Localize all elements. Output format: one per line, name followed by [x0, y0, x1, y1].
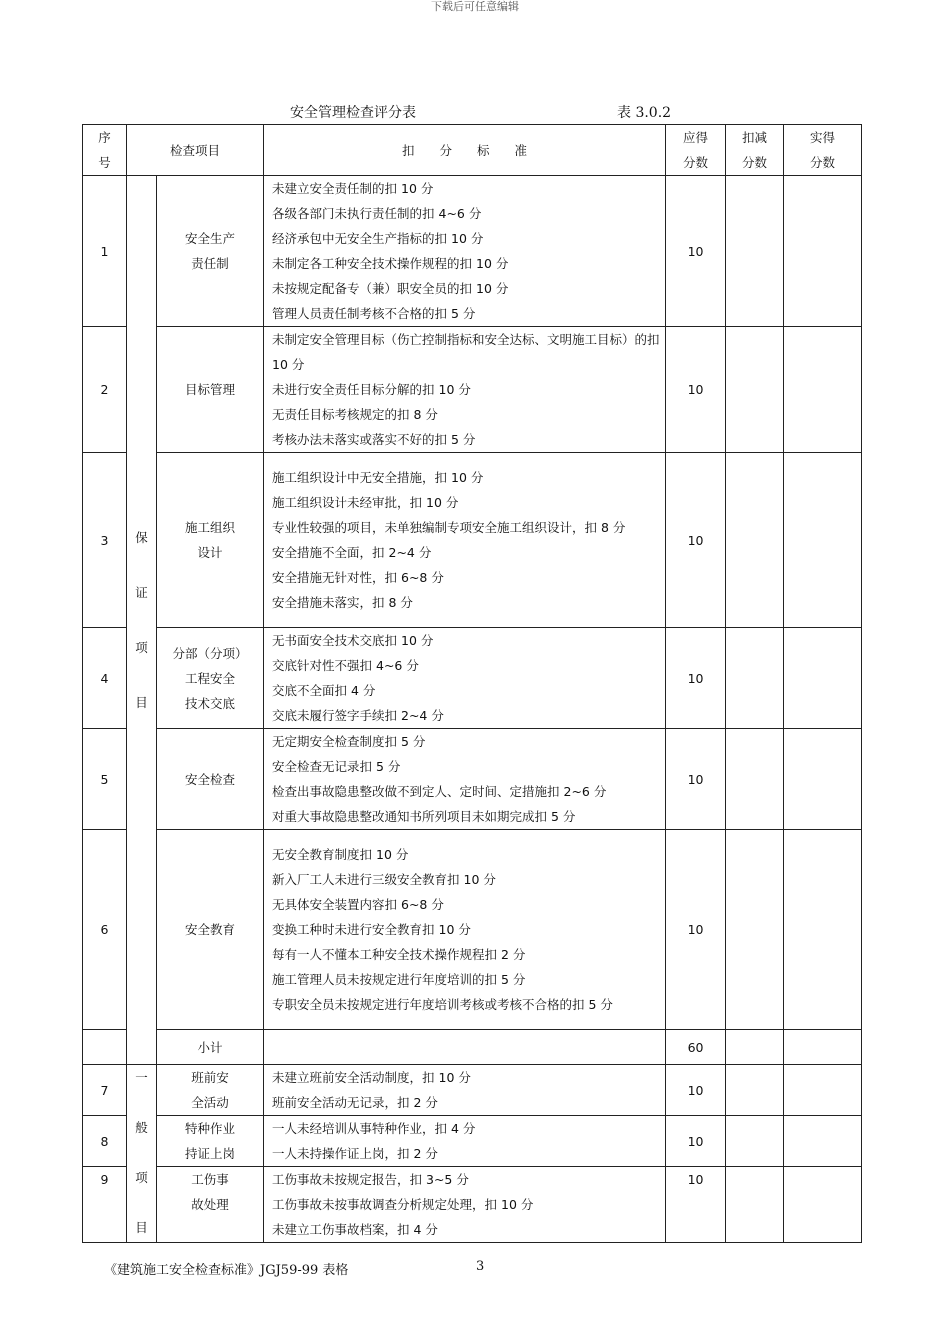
criterion: 交底针对性不强扣 4~6 分: [272, 658, 419, 673]
due-score: 10: [666, 628, 726, 729]
header-seq-line2: 号: [98, 155, 111, 170]
criterion: 无责任目标考核规定的扣 8 分: [272, 407, 438, 422]
criterion: 交底未履行签字手续扣 2~4 分: [272, 708, 444, 723]
criterion: 安全检查无记录扣 5 分: [272, 759, 401, 774]
header-due-line2: 分数: [683, 155, 709, 170]
actual-score-cell[interactable]: [784, 729, 862, 830]
deduction-criteria: [264, 1116, 666, 1167]
category-general: [127, 1065, 157, 1243]
table-row: [83, 1116, 862, 1167]
item-name-line: 技术交底: [185, 695, 236, 711]
criterion: 未建立工伤事故档案，扣 4 分: [272, 1222, 438, 1237]
criterion: 工伤事故未按规定报告，扣 3~5 分: [272, 1172, 469, 1187]
criterion: 一人未经培训从事特种作业，扣 4 分: [272, 1121, 476, 1136]
criterion: 施工组织设计未经审批，扣 10 分: [272, 495, 459, 510]
item-name-line: 工程安全: [185, 670, 236, 686]
deduction-criteria: [264, 830, 666, 1030]
item-name: 目标管理: [157, 327, 264, 453]
header-item: 检查项目: [127, 125, 264, 176]
category-char: 项: [135, 1170, 148, 1185]
header-due-line1: 应得: [683, 130, 709, 145]
item-name-line: 分部（分项）: [172, 645, 248, 661]
table-row: [83, 176, 862, 327]
subtotal-actual-cell[interactable]: [784, 1030, 862, 1065]
table-row: [83, 1167, 862, 1243]
deduction-criteria: [264, 729, 666, 830]
actual-score-cell[interactable]: [784, 1116, 862, 1167]
header-deduct-line2: 分数: [742, 155, 768, 170]
criterion: 一人未持操作证上岗，扣 2 分: [272, 1146, 438, 1161]
header-actual-line2: 分数: [810, 155, 836, 170]
category-char: 证: [135, 585, 148, 600]
row-number: 9: [83, 1167, 127, 1243]
header-actual-line1: 实得: [810, 130, 836, 145]
page-footer: [104, 1259, 504, 1278]
criterion: 未按规定配备专（兼）职安全员的扣 10 分: [272, 281, 509, 296]
deduct-score-cell[interactable]: [726, 1167, 784, 1243]
table-row: [83, 453, 862, 628]
deduction-criteria: [264, 1065, 666, 1116]
deduct-score-cell[interactable]: [726, 327, 784, 453]
category-char: 保: [135, 530, 148, 545]
category-char: 项: [135, 640, 148, 655]
row-number: 3: [83, 453, 127, 628]
row-number: 4: [83, 628, 127, 729]
item-name: [157, 1065, 264, 1116]
actual-score-cell[interactable]: [784, 176, 862, 327]
criterion: 未建立安全责任制的扣 10 分: [272, 181, 434, 196]
item-name: [157, 176, 264, 327]
header-deduct-line1: 扣减: [742, 130, 768, 145]
subtotal-score: 60: [666, 1030, 726, 1065]
criterion: 无安全教育制度扣 10 分: [272, 847, 409, 862]
table-number: 表 3.0.2: [617, 105, 672, 121]
deduct-score-cell[interactable]: [726, 176, 784, 327]
criterion: 安全措施未落实，扣 8 分: [272, 595, 413, 610]
deduct-score-cell[interactable]: [726, 729, 784, 830]
header-row: [83, 125, 862, 176]
criterion: 未制定各工种安全技术操作规程的扣 10 分: [272, 256, 509, 271]
row-number: 1: [83, 176, 127, 327]
item-name-line: 安全生产: [185, 231, 236, 246]
subtotal-row: [83, 1030, 862, 1065]
actual-score-cell[interactable]: [784, 628, 862, 729]
item-name-line: 全活动: [191, 1095, 229, 1110]
row-number: 8: [83, 1116, 127, 1167]
subtotal-number-cell: [83, 1030, 127, 1065]
item-name-line: 故处理: [191, 1197, 229, 1212]
actual-score-cell[interactable]: [784, 327, 862, 453]
criterion: 每有一人不懂本工种安全技术操作规程扣 2 分: [272, 947, 526, 962]
row-number: 2: [83, 327, 127, 453]
criterion: 交底不全面扣 4 分: [272, 683, 376, 698]
criterion: 无书面安全技术交底扣 10 分: [272, 633, 434, 648]
criterion: 专职安全员未按规定进行年度培训考核或考核不合格的扣 5 分: [272, 997, 613, 1012]
criterion: 施工管理人员未按规定进行年度培训的扣 5 分: [272, 972, 526, 987]
actual-score-cell[interactable]: [784, 1167, 862, 1243]
item-name: 安全检查: [157, 729, 264, 830]
due-score: 10: [666, 830, 726, 1030]
criterion: 安全措施无针对性，扣 6~8 分: [272, 570, 444, 585]
deduct-score-cell[interactable]: [726, 453, 784, 628]
criterion: 未进行安全责任目标分解的扣 10 分: [272, 382, 471, 397]
item-name-line: 工伤事: [191, 1172, 229, 1187]
table-row: [83, 830, 862, 1030]
criterion: 工伤事故未按事故调查分析规定处理，扣 10 分: [272, 1197, 534, 1212]
item-name-line: 责任制: [191, 256, 229, 271]
actual-score-cell[interactable]: [784, 1065, 862, 1116]
deduction-criteria: [264, 628, 666, 729]
due-score: 10: [666, 327, 726, 453]
criterion: 未建立班前安全活动制度，扣 10 分: [272, 1070, 471, 1085]
criterion: 安全措施不全面，扣 2~4 分: [272, 545, 432, 560]
item-name-line: 班前安: [191, 1070, 229, 1085]
item-name-line: 特种作业: [185, 1121, 236, 1136]
header-actual-score: [784, 125, 862, 176]
header-note: 下载后可任意编辑: [431, 0, 519, 13]
criterion: 专业性较强的项目，未单独编制专项安全施工组织设计，扣 8 分: [272, 520, 626, 535]
table-row: [83, 1065, 862, 1116]
deduct-score-cell[interactable]: [726, 1116, 784, 1167]
row-number: 7: [83, 1065, 127, 1116]
due-score: 10: [666, 176, 726, 327]
criterion: 施工组织设计中无安全措施，扣 10 分: [272, 470, 484, 485]
header-criteria: 扣 分 标 准: [264, 125, 666, 176]
table-title-line: [82, 102, 860, 122]
deduction-criteria: [264, 453, 666, 628]
inspection-score-table: [82, 124, 862, 1243]
category-char: 一: [135, 1070, 148, 1085]
header-due-score: [666, 125, 726, 176]
due-score: 10: [666, 1116, 726, 1167]
deduction-criteria: [264, 327, 666, 453]
subtotal-criteria-cell: [264, 1030, 666, 1065]
item-name-line: 设计: [197, 545, 223, 560]
category-char: 目: [135, 1220, 148, 1235]
criterion: 变换工种时未进行安全教育扣 10 分: [272, 922, 471, 937]
actual-score-cell[interactable]: [784, 453, 862, 628]
criterion: 检查出事故隐患整改做不到定人、定时间、定措施扣 2~6 分: [272, 784, 607, 799]
criterion: 管理人员责任制考核不合格的扣 5 分: [272, 306, 476, 321]
header-seq-line1: 序: [98, 130, 111, 145]
row-number: 5: [83, 729, 127, 830]
item-name-line: 施工组织: [185, 520, 236, 535]
category-char: 般: [135, 1120, 148, 1135]
row-number: 6: [83, 830, 127, 1030]
criterion: 对重大事故隐患整改通知书所列项目未如期完成扣 5 分: [272, 809, 576, 824]
table-row: [83, 729, 862, 830]
item-name: [157, 453, 264, 628]
due-score: 10: [666, 453, 726, 628]
page-number: 3: [476, 1259, 485, 1274]
deduct-score-cell[interactable]: [726, 628, 784, 729]
table-row: [83, 628, 862, 729]
item-name: [157, 628, 264, 729]
header-deduct-score: [726, 125, 784, 176]
header-seq: [83, 125, 127, 176]
deduct-score-cell[interactable]: [726, 1065, 784, 1116]
deduction-criteria: [264, 1167, 666, 1243]
item-name: 安全教育: [157, 830, 264, 1030]
due-score: 10: [666, 729, 726, 830]
item-name: [157, 1116, 264, 1167]
category-guarantee: [127, 176, 157, 1065]
due-score: 10: [666, 1167, 726, 1243]
criterion: 无定期安全检查制度扣 5 分: [272, 734, 426, 749]
category-char: 目: [135, 695, 148, 710]
footer-source: 《建筑施工安全检查标准》JGJ59-99 表格: [104, 1263, 349, 1278]
criterion: 考核办法未落实或落实不好的扣 5 分: [272, 432, 476, 447]
table-title: 安全管理检查评分表: [290, 105, 416, 121]
criterion: 经济承包中无安全生产指标的扣 10 分: [272, 231, 484, 246]
item-name-line: 持证上岗: [185, 1146, 236, 1161]
actual-score-cell[interactable]: [784, 830, 862, 1030]
criterion: 未制定安全管理目标（伤亡控制指标和安全达标、文明施工目标）的扣 10 分: [272, 332, 660, 372]
criterion: 班前安全活动无记录，扣 2 分: [272, 1095, 438, 1110]
criterion: 新入厂工人未进行三级安全教育扣 10 分: [272, 872, 496, 887]
subtotal-deduct-cell[interactable]: [726, 1030, 784, 1065]
criterion: 无具体安全装置内容扣 6~8 分: [272, 897, 444, 912]
subtotal-label: 小计: [157, 1030, 264, 1065]
deduct-score-cell[interactable]: [726, 830, 784, 1030]
deduction-criteria: [264, 176, 666, 327]
table-row: [83, 327, 862, 453]
item-name: [157, 1167, 264, 1243]
due-score: 10: [666, 1065, 726, 1116]
criterion: 各级各部门未执行责任制的扣 4~6 分: [272, 206, 482, 221]
